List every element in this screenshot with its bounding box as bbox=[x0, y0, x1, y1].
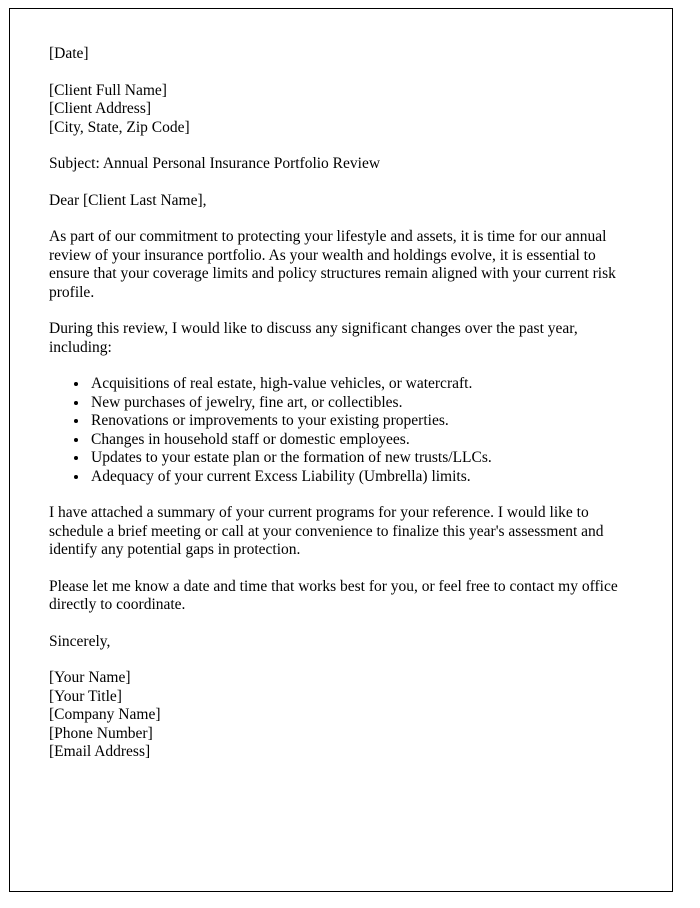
signature-name: [Your Name] bbox=[49, 669, 131, 686]
paragraph-summary: I have attached a summary of your current programs for your reference. I would like to schedule a brief meeting or call at your convenience to finalize this year's assessment and identify any potential gaps in protection. bbox=[49, 504, 604, 558]
signature-title: [Your Title] bbox=[49, 687, 122, 705]
list-item: • Acquisitions of real estate, high-value vehicles, or watercraft. bbox=[89, 375, 628, 394]
list-item: • Changes in household staff or domestic employees. bbox=[89, 431, 628, 450]
date-line: [Date] bbox=[49, 45, 89, 62]
signature-block bbox=[49, 669, 628, 762]
list-item: • New purchases of jewelry, fine art, or collectibles. bbox=[89, 394, 628, 413]
paragraph-intro: As part of our commitment to protecting your lifestyle and assets, it is time for our annual review of your insurance portfolio. As your wealth and holdings evolve, it is essential to ensure that your coverage limits and policy structures remain aligned with your current risk profile. bbox=[49, 228, 616, 301]
closing: Sincerely, bbox=[49, 632, 111, 650]
subject-line: Subject: Annual Personal Insurance Portfolio Review bbox=[49, 155, 381, 172]
recipient-city-state-zip: [City, State, Zip Code] bbox=[49, 118, 190, 136]
recipient-name: [Client Full Name] bbox=[49, 81, 167, 99]
paragraph-contact: Please let me know a date and time that works best for you, or feel free to contact my office directly to coordinate. bbox=[49, 577, 618, 613]
signature-email: [Email Address] bbox=[49, 743, 151, 760]
salutation: Dear [Client Last Name], bbox=[49, 191, 207, 209]
paragraph-review: During this review, I would like to discuss any significant changes over the past year, including: bbox=[49, 320, 578, 356]
recipient-block bbox=[49, 82, 628, 138]
list-item: • Renovations or improvements to your existing properties. bbox=[89, 412, 628, 431]
signature-company: [Company Name] bbox=[49, 706, 161, 723]
signature-phone: [Phone Number] bbox=[49, 724, 153, 742]
review-topics-list bbox=[49, 375, 628, 486]
recipient-address: [Client Address] bbox=[49, 100, 152, 117]
letter-page bbox=[9, 8, 673, 892]
list-item: • Updates to your estate plan or the formation of new trusts/LLCs. bbox=[89, 449, 628, 468]
list-item: • Adequacy of your current Excess Liability (Umbrella) limits. bbox=[89, 468, 628, 487]
